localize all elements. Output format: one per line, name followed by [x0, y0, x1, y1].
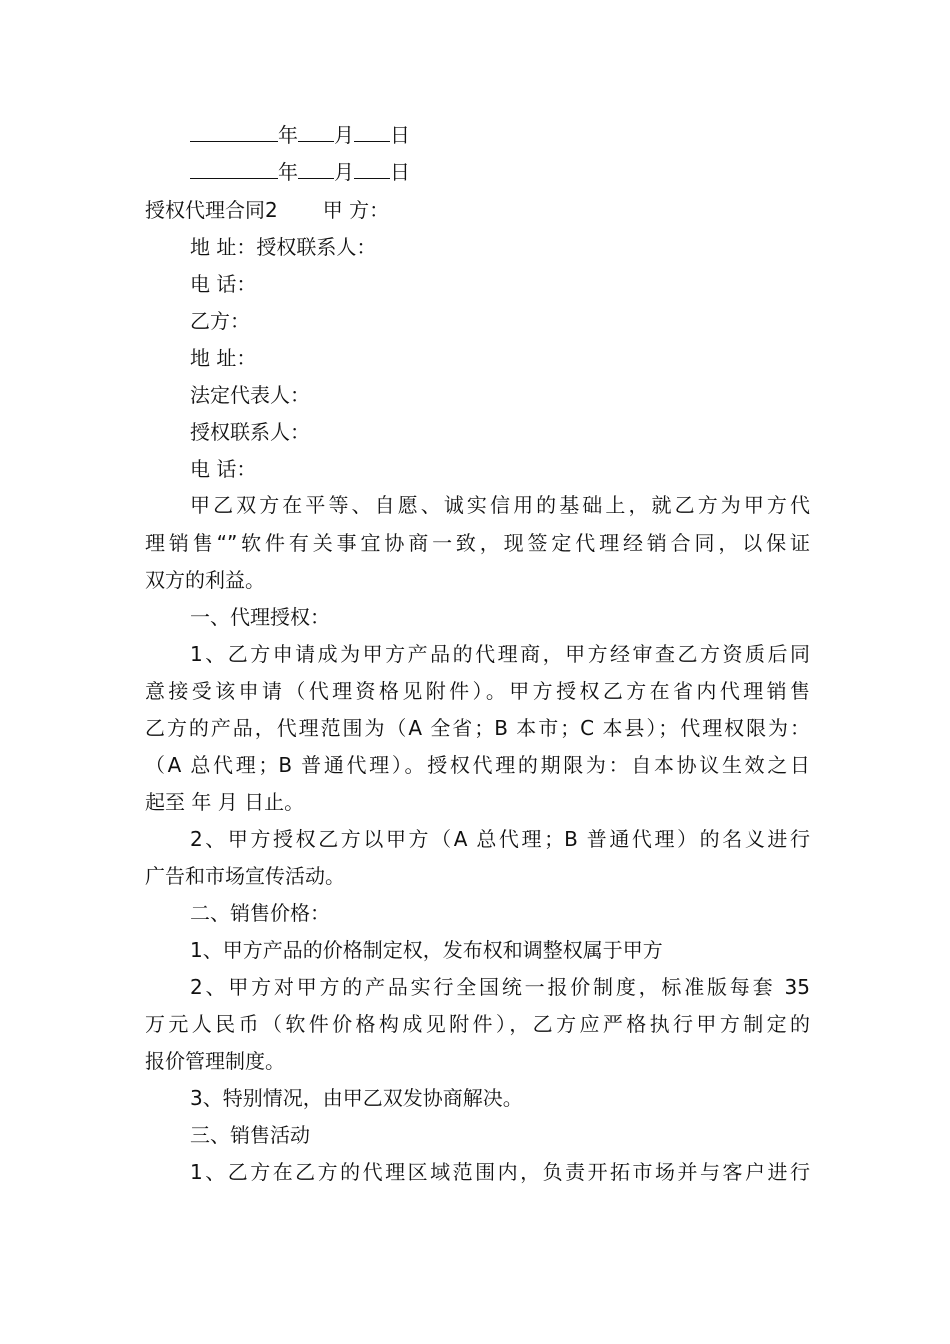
section-heading: 三、销售活动 [190, 1123, 310, 1147]
clause-line: 2、甲方授权乙方以甲方（A 总代理；B 普通代理）的名义进行 [190, 827, 810, 851]
year-label: 年 [278, 160, 298, 184]
title-line [145, 195, 810, 225]
clause-line: 起至 年 月 日止。 [145, 790, 305, 814]
contract-title: 授权代理合同2 [145, 198, 278, 222]
month-label: 月 [334, 123, 354, 147]
section-heading: 一、代理授权： [190, 605, 330, 629]
party-a-address: 地 址：授权联系人： [190, 235, 377, 259]
year-label: 年 [278, 123, 298, 147]
year-blank [190, 160, 278, 179]
party-a-phone: 电 话： [190, 272, 257, 296]
party-b-contact: 授权联系人： [190, 420, 310, 444]
intro-line: 甲乙双方在平等、自愿、诚实信用的基础上，就乙方为甲方代 [190, 493, 810, 517]
clause-line: 1、乙方申请成为甲方产品的代理商，甲方经审查乙方资质后同 [190, 642, 810, 666]
month-blank [298, 160, 334, 179]
intro-line: 理销售“”软件有关事宜协商一致，现签定代理经销合同，以保证 [145, 531, 810, 555]
party-a-label: 甲 方： [322, 198, 390, 222]
party-b-phone: 电 话： [190, 457, 257, 481]
clause-line: 万元人民币（软件价格构成见附件），乙方应严格执行甲方制定的 [145, 1012, 810, 1036]
party-b-address: 地 址： [190, 346, 257, 370]
year-blank [190, 123, 278, 142]
clause-line: （A 总代理；B 普通代理）。授权代理的期限为：自本协议生效之日 [145, 753, 810, 777]
month-label: 月 [334, 160, 354, 184]
party-b-legal-rep: 法定代表人： [190, 383, 310, 407]
day-label: 日 [390, 123, 410, 147]
clause-line: 2、甲方对甲方的产品实行全国统一报价制度，标准版每套 35 [190, 975, 810, 999]
party-b-label: 乙方： [190, 309, 250, 333]
day-blank [354, 160, 390, 179]
intro-line: 双方的利益。 [145, 568, 265, 592]
clause-line: 意接受该申请（代理资格见附件）。甲方授权乙方在省内代理销售 [145, 679, 810, 703]
clause-line: 1、甲方产品的价格制定权，发布权和调整权属于甲方 [190, 938, 663, 962]
clause-line: 乙方的产品，代理范围为（A 全省；B 本市；C 本县）；代理权限为： [145, 716, 810, 740]
date-line [190, 120, 810, 150]
clause-line: 1、乙方在乙方的代理区域范围内，负责开拓市场并与客户进行 [190, 1160, 810, 1184]
day-label: 日 [390, 160, 410, 184]
clause-line: 报价管理制度。 [145, 1049, 285, 1073]
day-blank [354, 123, 390, 142]
clause-line: 3、特别情况，由甲乙双发协商解决。 [190, 1086, 523, 1110]
date-line [190, 157, 810, 187]
section-heading: 二、销售价格： [190, 901, 330, 925]
month-blank [298, 123, 334, 142]
clause-line: 广告和市场宣传活动。 [145, 864, 345, 888]
